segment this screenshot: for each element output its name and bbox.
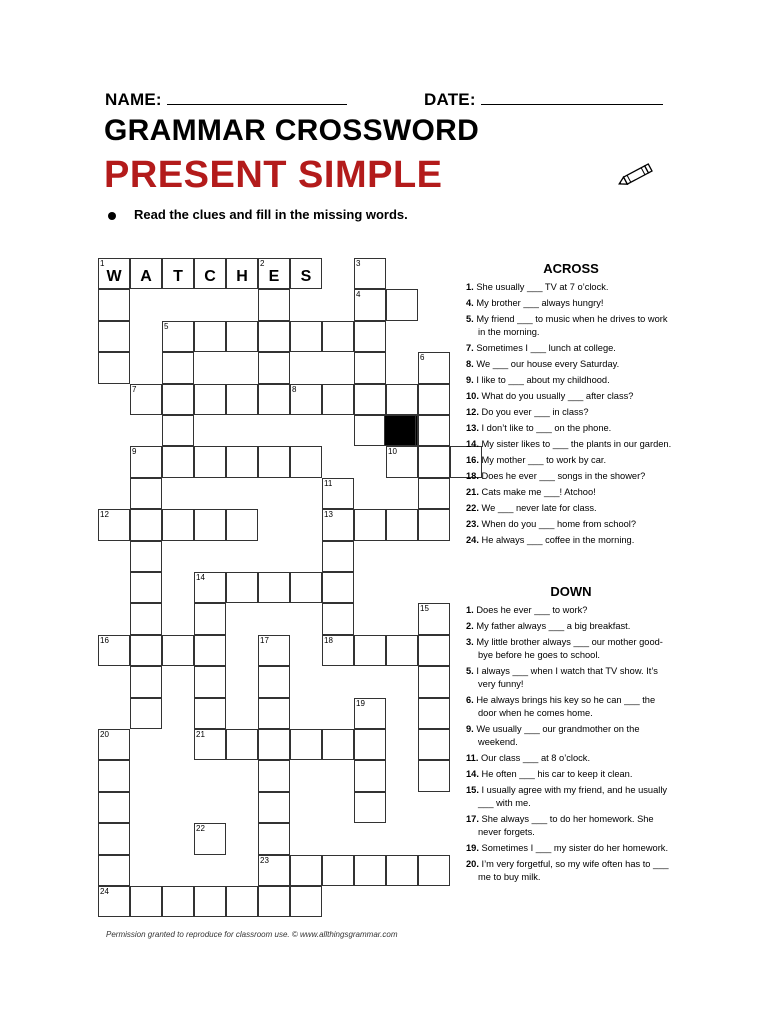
grid-cell[interactable] bbox=[258, 384, 290, 415]
grid-cell[interactable] bbox=[226, 384, 258, 415]
clue-number: 16 bbox=[100, 635, 109, 645]
grid-cell[interactable] bbox=[258, 729, 290, 760]
grid-cell[interactable] bbox=[194, 446, 226, 477]
grid-cell[interactable] bbox=[290, 446, 322, 477]
clue-text: Sometimes I ___ lunch at college. bbox=[476, 343, 616, 353]
clue-number: 18 bbox=[324, 635, 333, 645]
clue-text: He always ___ coffee in the morning. bbox=[481, 535, 635, 545]
clue-item bbox=[466, 620, 676, 633]
clue-item bbox=[466, 406, 676, 419]
grid-cell[interactable] bbox=[162, 509, 194, 540]
grid-cell[interactable] bbox=[290, 886, 322, 917]
clue-text: Does he ever ___ to work? bbox=[476, 605, 588, 615]
clue-item bbox=[466, 604, 676, 617]
clue-text: I always ___ when I watch that TV show. It’s very funny! bbox=[476, 666, 658, 689]
clue-number: 4 bbox=[356, 290, 361, 300]
grid-cell[interactable] bbox=[162, 352, 194, 383]
clue-item bbox=[466, 842, 676, 855]
grid-cell[interactable] bbox=[290, 321, 322, 352]
down-heading: DOWN bbox=[550, 584, 592, 599]
worksheet-subtitle: PRESENT SIMPLE bbox=[104, 154, 443, 196]
clue-item bbox=[466, 470, 676, 483]
clue-number: 1 bbox=[100, 259, 105, 268]
grid-cell[interactable] bbox=[258, 760, 290, 791]
clue-number: 15 bbox=[420, 604, 429, 614]
grid-cell[interactable] bbox=[130, 635, 162, 666]
clue-number: 14 bbox=[196, 573, 205, 582]
clue-num: 10. bbox=[466, 391, 482, 401]
clue-number: 6 bbox=[420, 353, 425, 363]
down-clues bbox=[466, 585, 676, 887]
filled-letter: S bbox=[300, 268, 312, 285]
clue-item bbox=[466, 813, 676, 839]
grid-cell[interactable] bbox=[354, 729, 386, 760]
clue-text: Sometimes I ___ my sister do her homework. bbox=[481, 843, 669, 853]
clue-num: 17. bbox=[466, 814, 482, 824]
clue-num: 16. bbox=[466, 455, 482, 465]
grid-cell[interactable] bbox=[226, 572, 258, 603]
grid-cell[interactable] bbox=[258, 321, 290, 352]
grid-cell[interactable] bbox=[162, 635, 194, 666]
grid-cell[interactable] bbox=[226, 446, 258, 477]
grid-cell[interactable] bbox=[418, 698, 450, 729]
grid-cell[interactable] bbox=[354, 760, 386, 791]
clue-text: We ___ never late for class. bbox=[481, 503, 597, 513]
clue-num: 15. bbox=[466, 785, 482, 795]
grid-cell[interactable] bbox=[194, 509, 226, 540]
grid-cell[interactable] bbox=[354, 792, 386, 823]
grid-cell[interactable] bbox=[98, 760, 130, 791]
grid-cell[interactable] bbox=[162, 446, 194, 477]
clue-item bbox=[466, 438, 676, 451]
clue-item bbox=[466, 454, 676, 467]
clue-number: 10 bbox=[388, 447, 397, 457]
clue-text: We ___ our house every Saturday. bbox=[476, 359, 620, 369]
clue-number: 23 bbox=[260, 855, 269, 865]
grid-cell[interactable] bbox=[290, 729, 322, 760]
grid-cell[interactable] bbox=[194, 666, 226, 697]
grid-cell[interactable] bbox=[418, 666, 450, 697]
grid-cell[interactable] bbox=[322, 855, 354, 886]
clue-num: 12. bbox=[466, 407, 482, 417]
grid-cell[interactable] bbox=[194, 384, 226, 415]
grid-cell[interactable] bbox=[322, 321, 354, 352]
clue-num: 21. bbox=[466, 487, 482, 497]
grid-cell[interactable] bbox=[226, 886, 258, 917]
clue-number: 2 bbox=[260, 259, 265, 268]
clue-item bbox=[466, 534, 676, 547]
clue-number: 19 bbox=[356, 698, 365, 708]
grid-cell[interactable] bbox=[194, 321, 226, 352]
clue-number: 11 bbox=[324, 478, 333, 488]
clue-text: When do you ___ home from school? bbox=[481, 519, 637, 529]
clue-num: 18. bbox=[466, 471, 482, 481]
clue-item bbox=[466, 723, 676, 749]
name-label: NAME: bbox=[105, 90, 162, 109]
grid-cell[interactable] bbox=[258, 352, 290, 383]
clue-text: Does he ever ___ songs in the shower? bbox=[481, 471, 646, 481]
clue-text: My brother ___ always hungry! bbox=[476, 298, 604, 308]
pencil-icon bbox=[616, 160, 656, 190]
clue-num: 1. bbox=[466, 282, 477, 292]
clue-item bbox=[466, 374, 676, 387]
clue-text: My little brother always ___ our mother good-bye before he goes to school. bbox=[476, 637, 663, 660]
copyright-footer: Permission granted to reproduce for classroom use. © www.allthingsgrammar.com bbox=[106, 930, 398, 939]
grid-cell[interactable] bbox=[290, 855, 322, 886]
clue-number: 24 bbox=[100, 887, 109, 896]
clue-item bbox=[466, 358, 676, 371]
clue-item bbox=[466, 281, 676, 294]
grid-cell[interactable] bbox=[258, 289, 290, 320]
grid-cell[interactable] bbox=[418, 855, 450, 886]
grid-cell[interactable] bbox=[322, 541, 354, 572]
blocked-cell bbox=[384, 415, 416, 446]
grid-cell[interactable] bbox=[258, 698, 290, 729]
grid-cell[interactable] bbox=[98, 792, 130, 823]
grid-cell[interactable] bbox=[226, 729, 258, 760]
grid-cell[interactable] bbox=[130, 478, 162, 509]
clue-number: 3 bbox=[356, 259, 361, 268]
worksheet-title: GRAMMAR CROSSWORD bbox=[104, 114, 480, 147]
filled-letter: T bbox=[173, 268, 183, 285]
grid-cell[interactable] bbox=[130, 666, 162, 697]
grid-cell[interactable] bbox=[194, 886, 226, 917]
grid-cell[interactable] bbox=[354, 635, 386, 666]
clue-number: 20 bbox=[100, 730, 109, 739]
grid-cell[interactable] bbox=[418, 635, 450, 666]
grid-cell[interactable] bbox=[386, 635, 418, 666]
grid-cell[interactable] bbox=[130, 541, 162, 572]
grid-cell[interactable] bbox=[194, 698, 226, 729]
grid-cell[interactable] bbox=[418, 729, 450, 760]
clue-text: Do you ever ___ in class? bbox=[481, 407, 589, 417]
grid-cell[interactable] bbox=[418, 478, 450, 509]
clue-text: I like to ___ about my childhood. bbox=[476, 375, 610, 385]
clue-item bbox=[466, 297, 676, 310]
grid-cell[interactable] bbox=[130, 509, 162, 540]
grid-cell[interactable] bbox=[322, 729, 354, 760]
grid-cell[interactable] bbox=[98, 289, 130, 320]
grid-cell[interactable] bbox=[194, 635, 226, 666]
clue-num: 2. bbox=[466, 621, 477, 631]
grid-cell[interactable] bbox=[418, 509, 450, 540]
clue-text: He always brings his key so he can ___ the door when he comes home. bbox=[476, 695, 656, 718]
clue-text: We usually ___ our grandmother on the weekend. bbox=[476, 724, 640, 747]
grid-cell[interactable] bbox=[98, 352, 130, 383]
filled-letter: C bbox=[204, 268, 216, 285]
grid-cell[interactable] bbox=[354, 384, 386, 415]
clue-text: She usually ___ TV at 7 o’clock. bbox=[476, 282, 609, 292]
clue-num: 14. bbox=[466, 439, 482, 449]
date-blank[interactable] bbox=[481, 104, 663, 105]
clue-num: 14. bbox=[466, 769, 482, 779]
grid-cell[interactable] bbox=[258, 823, 290, 854]
clue-text: What do you usually ___ after class? bbox=[481, 391, 634, 401]
grid-cell[interactable] bbox=[258, 446, 290, 477]
clue-item bbox=[466, 342, 676, 355]
clue-number: 9 bbox=[132, 447, 137, 457]
clue-text: My friend ___ to music when he drives to work in the morning. bbox=[476, 314, 668, 337]
clue-text: He often ___ his car to keep it clean. bbox=[481, 769, 633, 779]
grid-cell[interactable] bbox=[162, 384, 194, 415]
clue-number: 12 bbox=[100, 510, 109, 520]
filled-letter: E bbox=[268, 268, 280, 285]
filled-letter: W bbox=[106, 268, 122, 285]
clue-text: I don’t like to ___ on the phone. bbox=[481, 423, 612, 433]
clue-num: 9. bbox=[466, 724, 477, 734]
grid-cell[interactable] bbox=[98, 321, 130, 352]
grid-cell[interactable] bbox=[226, 509, 258, 540]
clue-num: 7. bbox=[466, 343, 477, 353]
grid-cell[interactable] bbox=[386, 289, 418, 320]
clue-item bbox=[466, 636, 676, 662]
clue-num: 11. bbox=[466, 753, 481, 763]
clue-item bbox=[466, 390, 676, 403]
grid-cell[interactable] bbox=[386, 509, 418, 540]
grid-cell[interactable] bbox=[258, 792, 290, 823]
grid-cell[interactable] bbox=[130, 603, 162, 634]
grid-cell[interactable] bbox=[130, 886, 162, 917]
grid-cell[interactable] bbox=[354, 321, 386, 352]
clue-item bbox=[466, 313, 676, 339]
clue-item bbox=[466, 422, 676, 435]
clue-text: My father always ___ a big breakfast. bbox=[476, 621, 631, 631]
clue-num: 6. bbox=[466, 695, 477, 705]
clue-item bbox=[466, 486, 676, 499]
clue-number: 22 bbox=[196, 824, 205, 834]
grid-cell[interactable] bbox=[194, 603, 226, 634]
clue-text: I’m very forgetful, so my wife often has to ___ me to buy milk. bbox=[478, 859, 669, 882]
grid-cell[interactable] bbox=[354, 415, 386, 446]
clue-num: 20. bbox=[466, 859, 482, 869]
grid-cell[interactable] bbox=[98, 855, 130, 886]
grid-cell[interactable] bbox=[322, 384, 354, 415]
grid-cell[interactable] bbox=[258, 572, 290, 603]
clue-text: She always ___ to do her homework. She never forgets. bbox=[478, 814, 654, 837]
grid-cell[interactable] bbox=[322, 603, 354, 634]
clue-number: 5 bbox=[164, 321, 169, 331]
clue-num: 19. bbox=[466, 843, 482, 853]
clue-num: 3. bbox=[466, 637, 477, 647]
clue-num: 13. bbox=[466, 423, 482, 433]
clue-item bbox=[466, 784, 676, 810]
grid-cell[interactable] bbox=[418, 446, 450, 477]
clue-item bbox=[466, 752, 676, 765]
clue-text: My mother ___ to work by car. bbox=[481, 455, 607, 465]
across-clues bbox=[466, 262, 676, 550]
clue-text: My sister likes to ___ the plants in our garden. bbox=[481, 439, 672, 449]
across-heading: ACROSS bbox=[543, 261, 599, 276]
instructions-text: Read the clues and fill in the missing words. bbox=[134, 207, 408, 222]
clue-num: 9. bbox=[466, 375, 477, 385]
grid-cell[interactable] bbox=[322, 572, 354, 603]
grid-cell[interactable] bbox=[418, 760, 450, 791]
clue-number: 7 bbox=[132, 384, 137, 394]
clue-num: 5. bbox=[466, 666, 477, 676]
clue-number: 13 bbox=[324, 510, 333, 520]
grid-cell[interactable] bbox=[354, 509, 386, 540]
clue-num: 22. bbox=[466, 503, 482, 513]
clue-num: 8. bbox=[466, 359, 477, 369]
filled-letter: A bbox=[140, 268, 152, 285]
clue-number: 17 bbox=[260, 635, 269, 645]
clue-text: I usually agree with my friend, and he usually ___ with me. bbox=[478, 785, 668, 808]
clue-num: 4. bbox=[466, 298, 477, 308]
grid-cell[interactable] bbox=[98, 823, 130, 854]
grid-cell[interactable] bbox=[386, 384, 418, 415]
clue-item bbox=[466, 518, 676, 531]
clue-num: 24. bbox=[466, 535, 482, 545]
clue-item bbox=[466, 694, 676, 720]
clue-text: Cats make me ___! Atchoo! bbox=[481, 487, 596, 497]
clue-item bbox=[466, 858, 676, 884]
clue-num: 23. bbox=[466, 519, 482, 529]
grid-cell[interactable] bbox=[162, 415, 194, 446]
grid-cell[interactable] bbox=[162, 886, 194, 917]
grid-cell[interactable] bbox=[130, 698, 162, 729]
clue-num: 1. bbox=[466, 605, 477, 615]
clue-item bbox=[466, 665, 676, 691]
clue-num: 5. bbox=[466, 314, 477, 324]
grid-cell[interactable] bbox=[226, 321, 258, 352]
filled-letter: H bbox=[236, 268, 248, 285]
clue-number: 21 bbox=[196, 730, 205, 739]
grid-cell[interactable] bbox=[386, 855, 418, 886]
grid-cell[interactable] bbox=[258, 886, 290, 917]
clue-text: Our class ___ at 8 o’clock. bbox=[481, 753, 591, 763]
grid-cell[interactable] bbox=[130, 572, 162, 603]
date-label: DATE: bbox=[424, 90, 476, 109]
grid-cell[interactable] bbox=[418, 415, 450, 446]
clue-item bbox=[466, 768, 676, 781]
grid-cell[interactable] bbox=[354, 855, 386, 886]
grid-cell[interactable] bbox=[290, 572, 322, 603]
grid-cell[interactable] bbox=[418, 384, 450, 415]
grid-cell[interactable] bbox=[258, 666, 290, 697]
grid-cell[interactable] bbox=[354, 352, 386, 383]
clue-item bbox=[466, 502, 676, 515]
clue-number: 8 bbox=[292, 384, 297, 394]
